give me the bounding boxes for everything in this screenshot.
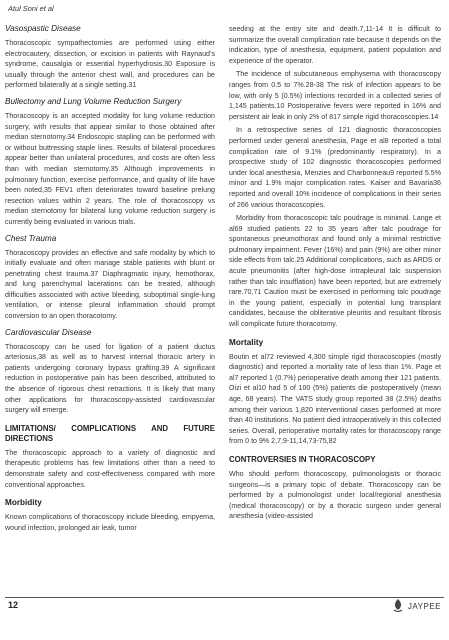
paragraph-emphysema-incidence: The incidence of subcutaneous emphysema with thoracoscopy ranges from 0.5 to 7%.28-38 The risk of infection appears to be low, with only 5 (0.5%) infections recorded in a collected series of 1,145 patients.10 Postoperative fevers were reported in 16% and persistent air leak in only 2% of 817 simple rigid thoracoscopies.14 [229,70,441,121]
right-column [229,24,441,525]
heading-mortality: Mortality [229,337,264,347]
paragraph-cardiovascular: Thoracoscopy can be used for ligation of a patient ductus arteriosus,38 as well as to harvest internal thoracic artery in patients undergoing coronary bypass grafting.39 A significant reduction in postoperative pain has been described, attributed to the absence of rigorous chest retractions. It is likely that many other applications for thoracoscopy-assisted cardiovascular surgery will emerge. [5,342,215,415]
footer-divider [5,597,444,598]
subheading-cardiovascular: Cardiovascular Disease [5,327,92,337]
publisher-name: JAYPEE [407,601,441,611]
subheading-chest-trauma: Chest Trauma [5,233,57,243]
running-header: Atul Soni et al [8,4,54,13]
subheading-vasospastic: Vasospastic Disease [5,24,81,33]
paragraph-mortality: Boutin et al72 reviewed 4,300 simple rigid thoracoscopies (mostly diagnostic) and reported a mortality rate of less than 1%. Page et al7 reported 1 (0.7%) perioperative death among their 121 patients. Oizi et al10 had 5 of 100 (5%) patients die postoperatively (mean age, 68 years). The VATS study group reported 38 (2.5%) deaths among their various 1,820 interventional cases performed at more than 40 institutions. No patient died intraoperatively in this collected series. Overall, perioperative mortality rates for thoracoscopy range from 0 to 9% 2,7,9-11,14,73-75,82 [229,352,441,446]
left-column [5,24,215,536]
heading-controversies: CONTROVERSIES IN THORACOSCOPY [229,454,376,464]
paragraph-morbidity: Known complications of thoracoscopy include bleeding, empyema, wound infection, prolonged air leak, tumor [5,513,215,532]
paragraph-seeding: seeding at the entry site and death.7,11-14 It is difficult to summarize the overall complication rate because it depends on the indication, type of anesthesia, equipment, patient population and experience of the operator. [229,25,441,65]
paragraph-bullectomy: Thoracoscopy is an accepted modality for lung volume reduction surgery, with results that appear similar to those obtained after median sternotomy.34 Endoscopic stapling can be performed with or without buttressing staple lines. Results of bilateral procedures appear better than unilateral procedures, and costs are often less than with median sternotomy.35 Although improvements in pulmonary function, exercise performance, and quality of life have been noted,35 FEV1 often deteriorates toward baseline prelung resection values within 2 years. The role of thoracoscopy vs median sternotomy for bilateral lung volume reduction surgery is currently being evaluated in various trials. [5,111,215,226]
publisher-emblem-icon [391,598,405,614]
subheading-bullectomy: Bullectomy and Lung Volume Reduction Surgery [5,96,182,106]
publisher-logo [391,598,441,614]
page-number: 12 [8,600,19,610]
paragraph-talc-poudrage: Morbidity from thoracoscopic talc poudrage is minimal. Lange et al69 studied patients 22 to 35 years after talc poudrage for spontaneous pneumothorax and found only a minimal restrictive pulmonary impairment. Fever (16%) and pain (9%) are other minor side effects from talc.25 Additional complications, such as ARDS or acute pneumonitis (after high-dose intrapleural talc suspension rather than talc insufflation) have been reported, but are extremely rare.70,71 Caution must be exercised in performing talc poudrage in the young patient, especially in potential lung transplant candidates, because the obliterative pleuritis and resultant fibrosis will complicate future thoracotomy. [229,214,441,329]
paragraph-retrospective-series: In a retrospective series of 121 diagnostic thoracoscopies performed under general anesthesia, Page et al8 reported a total complication rate of 9.1% (predominantly respiratory). In a prospective study of 102 diagnostic thoracoscopies performed under local anesthesia, Menzies and Charbonneau9 reported 5.5% minor and 1.9% major complication rates. Kaiser and Bavaria36 reported and overall 10% incidence of complications in their series of 266 various thoracoscopies. [229,126,441,209]
paragraph-limitations: The thoracoscopic approach to a variety of diagnostic and therapeutic problems has few limitations other than a need to demonstrate safety and cost-effectiveness compared with more conventional approaches. [5,448,215,489]
paragraph-controversies: Who should perform thoracoscopy, pulmonologists or thoracic surgeons—is a primary topic of debate. Thoracoscopy can be performed by a pulmonologist under local/regional anesthesia (medical thoracoscopy) or by a thoracic surgeon under general anesthesia (video-assisted [229,469,441,521]
paragraph-chest-trauma: Thoracoscopy provides an effective and safe modality by which to initially evaluate and often manage stable patients with blunt or penetrating chest trauma.37 Diaphragmatic injury, hemothorax, and lung parenchymal lacerations can be treated, although difficulties associated with active bleeding, suboptimal single-lung ventilation, or intense pleural inflammation should prompt conversion to an open thoracotomy. [5,248,215,321]
heading-limitations: LIMITATIONS/ COMPLICATIONS AND FUTURE DIRECTIONS [5,423,215,443]
heading-morbidity: Morbidity [5,498,42,508]
paragraph-vasospastic: Thoracoscopic sympathectomies are performed using either electrocautery, dissection, or excision in patients with Raynaud’s syndrome, causalgia or essential hyperhydrosis.30 Exposure is usually through the anterior chest wall, and procedures can be performed bilaterally at a single setting.31 [5,39,215,90]
